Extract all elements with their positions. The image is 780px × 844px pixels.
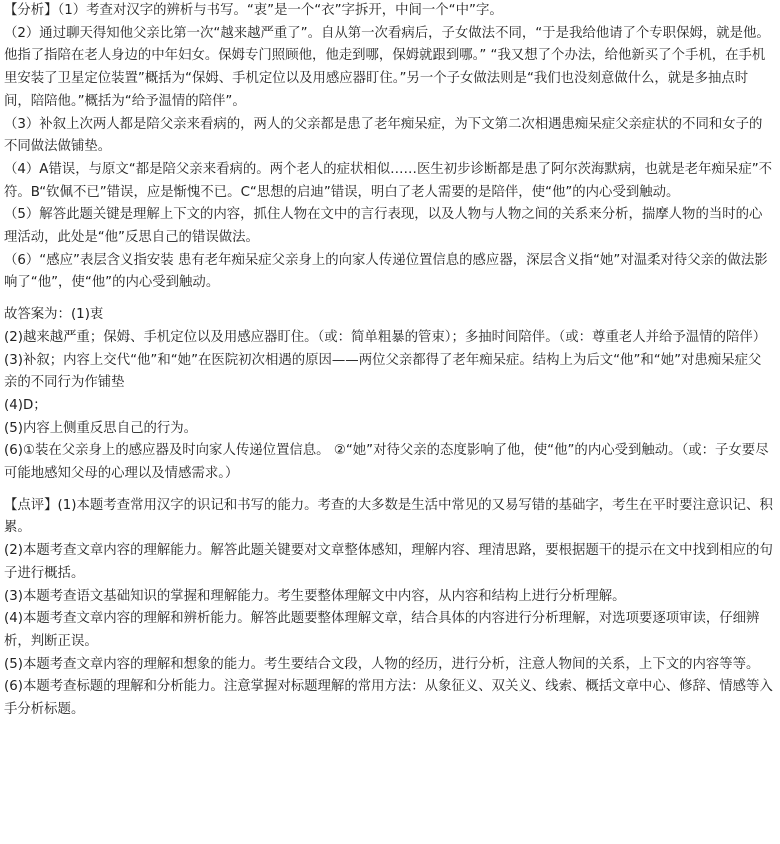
answer-item-6: (6)①装在父亲身上的感应器及时向家人传递位置信息。 ②“她”对待父亲的态度影响了他，使“他”的内心受到触动。（或：子女要尽可能地感知父母的心理以及情感需求。） — [4, 443, 769, 482]
comment-item-1: 【点评】(1)本题考查常用汉字的识记和书写的能力。考查的大多数是生活中常见的又易写错的基础字，考生在平时要注意识记、积累。 — [4, 497, 773, 536]
analysis-header: 【分析】 — [4, 3, 58, 18]
comment-item-4: (4)本题考查文章内容的理解和辨析能力。解答此题要整体理解文章，结合具体的内容进行分析理解，对选项要逐项审读，仔细辨析，判断正误。 — [4, 611, 760, 649]
analysis-item-6: （6）“感应”表层含义指安装 患有老年痴呆症父亲身上的向家人传递位置信息的感应器，深层含义指“她”对温柔对待父亲的做法影响了“他”，使“他”的内心受到触动。 — [4, 252, 768, 291]
answer-item-3: (3)补叙；内容上交代“他”和“她”在医院初次相遇的原因——两位父亲都得了老年痴呆症。结构上为后文“他”和“她”对患痴呆症父亲的不同行为作铺垫 — [4, 352, 762, 391]
answer-item-5: (5)内容上侧重反思自己的行为。 — [4, 420, 198, 436]
analysis-item-4: （4）A错误，与原文“都是陪父亲来看病的。两个老人的症状相似……医生初步诊断都是患了阿尔茨海默病，也就是老年痴呆症”不符。B“钦佩不已”错误，应是惭愧不已。C“思想的启迪”错误，明白了老人需要的是陪伴，使“他”的内心受到触动。 — [4, 161, 773, 200]
analysis-item-1: 【分析】（1）考查对汉字的辨析与书写。“衷”是一个“衣”字拆开，中间一个“中”字。 — [4, 3, 503, 18]
answers-section — [4, 304, 774, 486]
answer-item-2: (2)越来越严重；保姆、手机定位以及用感应器盯住。（或：简单粗暴的管束）；多抽时间陪伴。（或：尊重老人并给予温情的陪伴） — [4, 329, 767, 345]
comments-section — [4, 495, 774, 722]
answer-item-1: 故答案为：(1)衷 — [4, 307, 104, 323]
section-spacer — [4, 295, 774, 304]
answer-item-4: (4)D； — [4, 397, 47, 413]
comment-item-3: (3)本题考查语文基础知识的掌握和理解能力。考生要整体理解文中内容，从内容和结构上进行分析理解。 — [4, 588, 626, 604]
analysis-item-3: （3）补叙上次两人都是陪父亲来看病的，两人的父亲都是患了老年痴呆症，为下文第二次相遇患痴呆症父亲症状的不同和女子的不同做法做铺垫。 — [4, 116, 763, 155]
section-spacer — [4, 486, 774, 495]
analysis-item-2: （2）通过聊天得知他父亲比第一次“越来越严重了”。自从第一次看病后，子女做法不同，“于是我给他请了个专职保姆，就是他。他指了指陪在老人身边的中年妇女。保姆专门照顾他，他走到哪，保姆就跟到哪。” “我又想了个办法，给他新买了个手机，在手机里安装了卫星定位装置”概括为“保姆、手机定位以及用感应器盯住。”另一个子女做法则是“我们也没刻意做什么，就是多抽点时间，陪陪他。”概括为“给予温情的陪伴”。 — [4, 25, 770, 109]
comment-item-5: (5)本题考查文章内容的理解和想象的能力。考生要结合文段，人物的经历，进行分析，注意人物间的关系，上下文的内容等等。 — [4, 656, 760, 672]
comment-item-2: (2)本题考查文章内容的理解能力。解答此题关键要对文章整体感知，理解内容、理清思路，要根据题干的提示在文中找到相应的句子进行概括。 — [4, 543, 773, 581]
comment-item-6: (6)本题考查标题的理解和分析能力。注意掌握对标题理解的常用方法：从象征义、双关义、线索、概括文章中心、修辞、情感等入手分析标题。 — [4, 679, 773, 718]
analysis-section — [4, 0, 774, 295]
analysis-item-5: （5）解答此题关键是理解上下文的内容，抓住人物在文中的言行表现，以及人物与人物之间的关系来分析，揣摩人物的当时的心理活动，此处是“他”反思自己的错误做法。 — [4, 207, 763, 246]
